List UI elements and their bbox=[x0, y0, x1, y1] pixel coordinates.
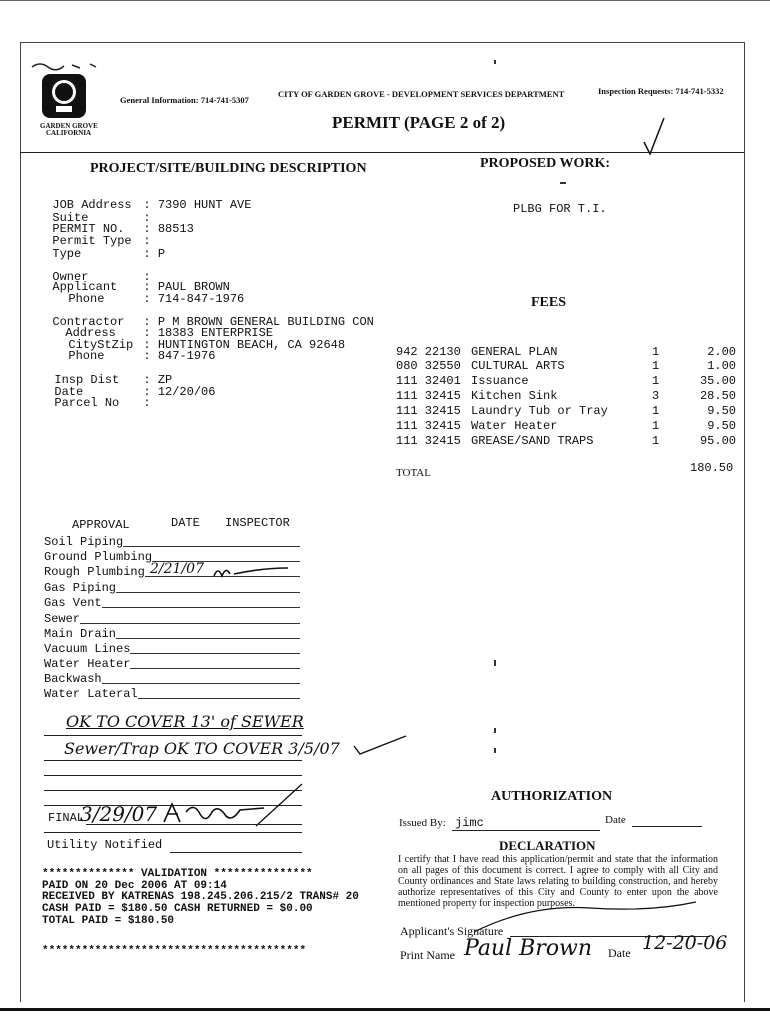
issued-by-line bbox=[452, 830, 600, 831]
signature-label: Applicant's Signature bbox=[400, 924, 504, 938]
fee-quantity: 1 bbox=[652, 419, 660, 433]
final-label: FINAL bbox=[48, 811, 85, 825]
fee-row bbox=[396, 419, 738, 434]
fee-code-desc: 111 32401 bbox=[396, 374, 461, 388]
declaration-heading: DECLARATION bbox=[499, 838, 596, 853]
fee-description: Kitchen Sink bbox=[471, 389, 558, 403]
stray-mark bbox=[494, 60, 496, 64]
fee-description: Water Heater bbox=[471, 419, 558, 433]
approval-item: Main Drain bbox=[44, 627, 117, 641]
insp-dist-label: Insp Dist bbox=[54, 373, 120, 387]
colon: : bbox=[143, 373, 158, 387]
type-label: Type bbox=[52, 247, 82, 261]
approval-col-date: DATE bbox=[171, 516, 200, 530]
general-info: General Information: 714-741-5307 bbox=[120, 95, 249, 105]
fee-code-desc: 111 32415 bbox=[396, 434, 461, 448]
type-value: P bbox=[157, 247, 166, 261]
permit-no-value: 88513 bbox=[157, 222, 194, 236]
fees-heading: FEES bbox=[531, 295, 567, 310]
city-seal-logo bbox=[38, 70, 90, 122]
validation-line-5: TOTAL PAID = $180.50 bbox=[42, 915, 175, 927]
authorization-heading: AUTHORIZATION bbox=[491, 789, 613, 804]
contractor-city-value: HUNTINGTON BEACH, CA 92648 bbox=[157, 338, 346, 352]
contractor-label: Contractor bbox=[52, 315, 125, 329]
approval-line bbox=[123, 546, 300, 547]
approval-item: Water Lateral bbox=[44, 687, 138, 701]
owner-label: Owner bbox=[52, 270, 89, 284]
handwritten-note-1: OK TO COVER 13' of SEWER bbox=[66, 712, 304, 731]
note-2-check bbox=[350, 732, 410, 765]
fee-row bbox=[396, 434, 738, 449]
proposed-work-description: PLBG FOR T.I. bbox=[513, 202, 607, 216]
applicant-value: PAUL BROWN bbox=[157, 280, 230, 294]
approval-item: Rough Plumbing bbox=[44, 565, 145, 579]
fee-amount: 2.00 bbox=[707, 345, 736, 359]
parcel-row bbox=[40, 382, 158, 410]
stray-mark bbox=[494, 660, 496, 666]
permit-no-label: PERMIT NO. bbox=[52, 222, 125, 236]
proposed-work-heading: PROPOSED WORK: bbox=[480, 156, 611, 171]
applicant-phone-label: Phone bbox=[68, 292, 105, 306]
fees-total-label: TOTAL bbox=[396, 467, 431, 479]
job-address-value: 7390 HUNT AVE bbox=[157, 198, 252, 212]
permit-type-label: Permit Type bbox=[52, 234, 132, 248]
inspection-requests: Inspection Requests: 714-741-5332 bbox=[598, 86, 724, 96]
right-border bbox=[744, 42, 745, 1002]
colon: : bbox=[143, 396, 158, 410]
seal-caption-1: GARDEN GROVE bbox=[40, 122, 98, 130]
fee-amount: 95.00 bbox=[699, 434, 736, 448]
applicant-phone-value: 714-847-1976 bbox=[157, 292, 245, 306]
fee-code-desc: 080 32550 bbox=[396, 359, 461, 373]
rough-plumbing-handwritten: 2/21/07 bbox=[150, 561, 204, 577]
declaration-text: I certify that I have read this application/permit and state that the information on all pages of this document is correct. I agree to comply with all City and County ordinances and State laws relating to building construction, and hereby authorize representatives of this City and County to enter upon the above mentioned property for inspection purposes. bbox=[398, 854, 718, 909]
handwritten-note-2: Sewer/Trap OK TO COVER 3/5/07 bbox=[64, 739, 340, 758]
colon: : bbox=[143, 326, 158, 340]
fee-quantity: 1 bbox=[652, 434, 660, 448]
fee-code-desc: 111 32415 bbox=[396, 404, 461, 418]
fee-description: Issuance bbox=[471, 374, 529, 388]
applicant-label: Applicant bbox=[52, 280, 118, 294]
approval-line bbox=[130, 653, 300, 654]
seal-scribble bbox=[30, 58, 110, 76]
left-border bbox=[20, 42, 21, 1002]
project-heading: PROJECT/SITE/BUILDING DESCRIPTION bbox=[90, 161, 367, 176]
contractor-address-label: Address bbox=[65, 326, 116, 340]
approval-line bbox=[116, 592, 300, 593]
contractor-address-value: 18383 ENTERPRISE bbox=[157, 326, 274, 340]
note-line-2 bbox=[44, 760, 302, 761]
bottom-border bbox=[0, 1008, 770, 1011]
fee-row bbox=[396, 359, 738, 374]
fee-description: GREASE/SAND TRAPS bbox=[471, 434, 594, 448]
fee-amount: 28.50 bbox=[699, 389, 736, 403]
validation-line-6: **************************************** bbox=[42, 945, 307, 957]
colon: : bbox=[143, 385, 158, 399]
fee-row bbox=[396, 404, 738, 419]
contractor-value: P M BROWN GENERAL BUILDING CON bbox=[157, 315, 374, 329]
date-value: 12/20/06 bbox=[157, 385, 216, 399]
date2-label: Date bbox=[608, 946, 631, 960]
page-title: PERMIT (PAGE 2 of 2) bbox=[332, 113, 506, 132]
fee-amount: 9.50 bbox=[707, 419, 736, 433]
note-line-3 bbox=[44, 775, 302, 776]
job-address-label: JOB Address bbox=[52, 198, 132, 212]
contractor-phone-value: 847-1976 bbox=[157, 349, 216, 363]
validation-line-4: CASH PAID = $180.50 CASH RETURNED = $0.00 bbox=[42, 903, 313, 915]
approval-item: Vacuum Lines bbox=[44, 642, 131, 656]
stray-mark bbox=[494, 748, 496, 753]
utility-notified-line bbox=[170, 852, 302, 853]
approval-item: Soil Piping bbox=[44, 535, 124, 549]
colon: : bbox=[143, 315, 158, 329]
colon: : bbox=[143, 292, 158, 306]
fee-quantity: 1 bbox=[652, 345, 660, 359]
fee-quantity: 1 bbox=[652, 359, 660, 373]
contractor-city-label: CityStZip bbox=[68, 338, 134, 352]
fee-quantity: 1 bbox=[652, 374, 660, 388]
approval-line bbox=[102, 607, 300, 608]
fee-description: Laundry Tub or Tray bbox=[471, 404, 608, 418]
issued-by-label: Issued By: bbox=[399, 817, 446, 829]
note-line-1 bbox=[44, 735, 302, 736]
fee-description: GENERAL PLAN bbox=[471, 345, 558, 359]
approval-item: Backwash bbox=[44, 672, 102, 686]
utility-notified-label: Utility Notified bbox=[47, 838, 163, 852]
final-signature bbox=[160, 798, 270, 833]
fee-code-desc: 942 22130 bbox=[396, 345, 461, 359]
final-handwritten-date: 3/29/07 bbox=[80, 802, 158, 826]
approval-item: Gas Vent bbox=[44, 596, 102, 610]
auth-date-line bbox=[632, 826, 702, 827]
colon: : bbox=[143, 198, 158, 212]
top-edge bbox=[0, 0, 770, 1]
approval-item: Water Heater bbox=[44, 657, 131, 671]
fee-row bbox=[396, 389, 738, 404]
approval-line bbox=[80, 623, 300, 624]
print-name-handwritten: Paul Brown bbox=[464, 936, 593, 961]
colon: : bbox=[143, 211, 158, 225]
fee-amount: 35.00 bbox=[699, 374, 736, 388]
print-name-label: Print Name bbox=[400, 948, 455, 962]
approval-item: Gas Piping bbox=[44, 581, 117, 595]
auth-date-label: Date bbox=[605, 814, 626, 826]
fee-description: CULTURAL ARTS bbox=[471, 359, 565, 373]
insp-dist-value: ZP bbox=[157, 373, 173, 387]
approval-line bbox=[102, 683, 300, 684]
parcel-label: Parcel No bbox=[54, 396, 120, 410]
fee-row bbox=[396, 374, 738, 389]
stray-mark bbox=[494, 728, 496, 733]
approval-line bbox=[130, 668, 300, 669]
approval-col-approval: APPROVAL bbox=[72, 518, 130, 532]
department-name: CITY OF GARDEN GROVE - DEVELOPMENT SERVICES DEPARTMENT bbox=[278, 89, 565, 99]
fee-quantity: 3 bbox=[652, 389, 660, 403]
final-line-2 bbox=[44, 832, 302, 833]
approval-line bbox=[116, 638, 300, 639]
fee-row bbox=[396, 345, 738, 360]
colon: : bbox=[143, 349, 158, 363]
validation-line-2: PAID ON 20 Dec 2006 AT 09:14 bbox=[42, 880, 227, 892]
seal-caption-2: CALIFORNIA bbox=[46, 129, 92, 137]
validation-line-1: ************** VALIDATION *************** bbox=[42, 868, 313, 880]
fee-code-desc: 111 32415 bbox=[396, 389, 461, 403]
fee-code-desc: 111 32415 bbox=[396, 419, 461, 433]
validation-line-3: RECEIVED BY KATRENAS 198.245.206.215/2 TRANS# 20 bbox=[42, 891, 359, 903]
colon: : bbox=[143, 222, 158, 236]
rough-plumbing-initials bbox=[212, 562, 292, 587]
stray-mark bbox=[560, 182, 566, 184]
header-divider bbox=[20, 152, 744, 153]
date2-handwritten: 12-20-06 bbox=[642, 932, 728, 954]
checkmark-mark bbox=[640, 116, 670, 165]
colon: : bbox=[143, 280, 158, 294]
fee-quantity: 1 bbox=[652, 404, 660, 418]
fees-total-value: 180.50 bbox=[690, 461, 734, 475]
suite-label: Suite bbox=[52, 211, 89, 225]
issued-by-value: jimc bbox=[455, 816, 484, 830]
colon: : bbox=[143, 270, 158, 284]
approval-item: Sewer bbox=[44, 612, 81, 626]
colon: : bbox=[143, 247, 158, 261]
contractor-phone-label: Phone bbox=[68, 349, 105, 363]
fee-amount: 1.00 bbox=[707, 359, 736, 373]
date-label: Date bbox=[54, 385, 84, 399]
colon: : bbox=[143, 338, 158, 352]
top-border bbox=[20, 42, 744, 43]
fee-amount: 9.50 bbox=[707, 404, 736, 418]
colon: : bbox=[143, 234, 158, 248]
approval-item: Ground Plumbing bbox=[44, 550, 153, 564]
approval-line bbox=[138, 698, 300, 699]
approval-col-inspector: INSPECTOR bbox=[225, 516, 290, 530]
